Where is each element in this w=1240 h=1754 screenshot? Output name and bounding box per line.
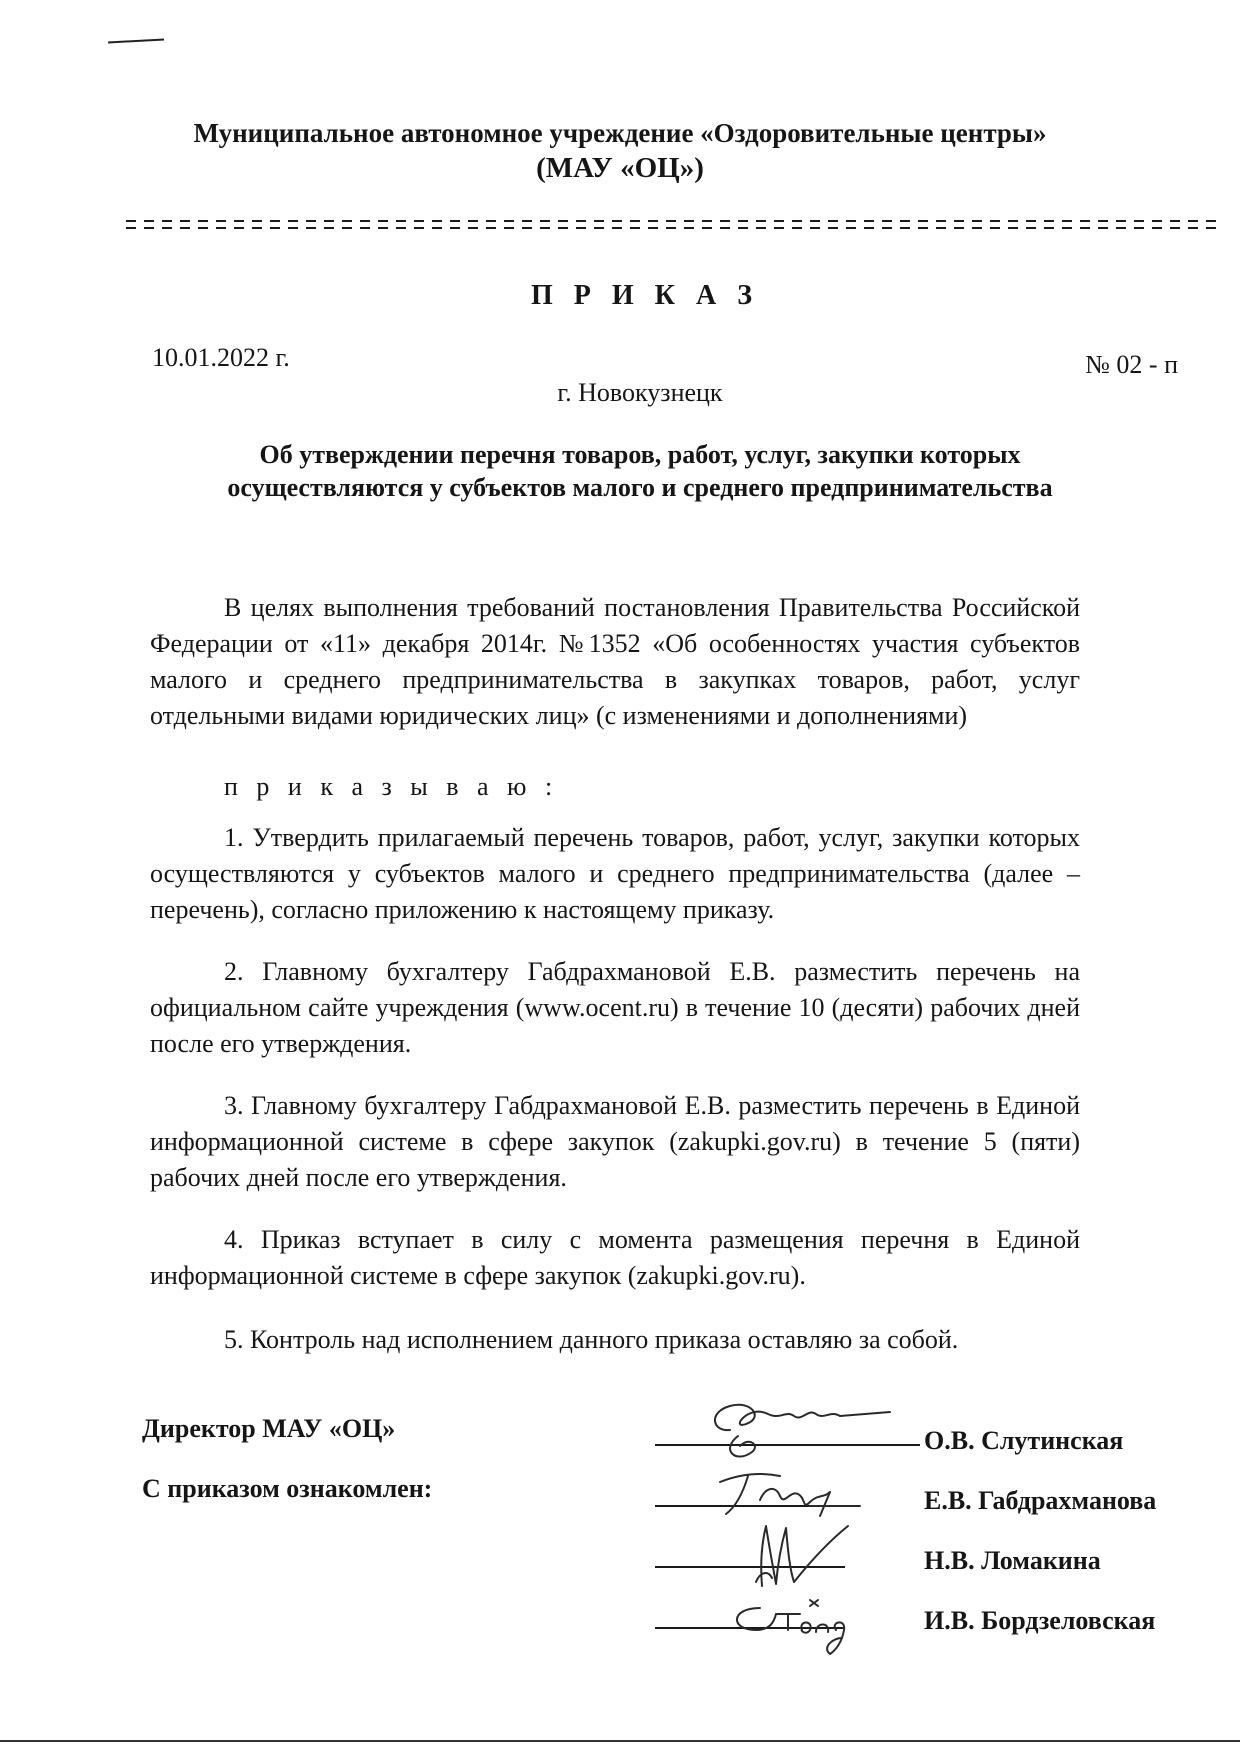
- organization-abbreviation: (МАУ «ОЦ»): [536, 152, 704, 184]
- signatory-name: И.В. Бордзеловская: [924, 1606, 1156, 1635]
- order-item-4: 4. Приказ вступает в силу с момента размещения перечня в Единой информационной системе в сфере закупок (zakupki.gov.ru).: [150, 1225, 1080, 1290]
- signatory-name: Н.В. Ломакина: [924, 1546, 1101, 1575]
- order-item-5: 5. Контроль над исполнением данного приказа оставляю за собой.: [224, 1325, 959, 1354]
- document-subject: Об утверждении перечня товаров, работ, услуг, закупки которых осуществляются у субъектов малого и среднего предпринимательства: [227, 440, 1053, 502]
- document-city: г. Новокузнецк: [557, 378, 723, 407]
- document-date: 10.01.2022 г.: [152, 343, 290, 372]
- header-separator: [126, 218, 1220, 232]
- order-item-1: 1. Утвердить прилагаемый перечень товаров, работ, услуг, закупки которых осуществляются у субъектов малого и среднего предпринимательства (далее – перечень), согласно приложению к настоящему приказу.: [150, 823, 1080, 924]
- signatory-name: О.В. Слутинская: [924, 1426, 1124, 1455]
- signatory-name: Е.В. Габдрахманова: [924, 1486, 1157, 1515]
- organization-name: Муниципальное автономное учреждение «Оздоровительные центры»: [193, 118, 1047, 148]
- signature-bordzelovskaya: [690, 1578, 910, 1658]
- acknowledged-label: С приказом ознакомлен:: [142, 1474, 433, 1503]
- preamble-paragraph: В целях выполнения требований постановления Правительства Российской Федерации от «11» декабря 2014г. №1352 «Об особенностях участия субъектов малого и среднего предпринимательства в закупках товаров, работ, услуг отдельными видами юридических лиц» (с изменениями и дополнениями): [150, 593, 1080, 730]
- order-item-2: 2. Главному бухгалтеру Габдрахмановой Е.В. разместить перечень на официальном сайте учреждения (www.ocent.ru) в течение 10 (десяти) рабочих дней после его утверждения.: [150, 957, 1080, 1058]
- director-label: Директор МАУ «ОЦ»: [142, 1414, 396, 1443]
- order-word: п р и к а з ы в а ю :: [224, 772, 559, 801]
- scan-mark: [108, 39, 164, 44]
- document-number: № 02 - п: [1085, 350, 1178, 379]
- order-item-3: 3. Главному бухгалтеру Габдрахмановой Е.В. разместить перечень в Единой информационной системе в сфере закупок (zakupki.gov.ru) в течение 5 (пяти) рабочих дней после его утверждения.: [150, 1091, 1080, 1192]
- document-type: П Р И К А З: [531, 280, 759, 311]
- page-bottom-edge: [0, 1740, 1240, 1742]
